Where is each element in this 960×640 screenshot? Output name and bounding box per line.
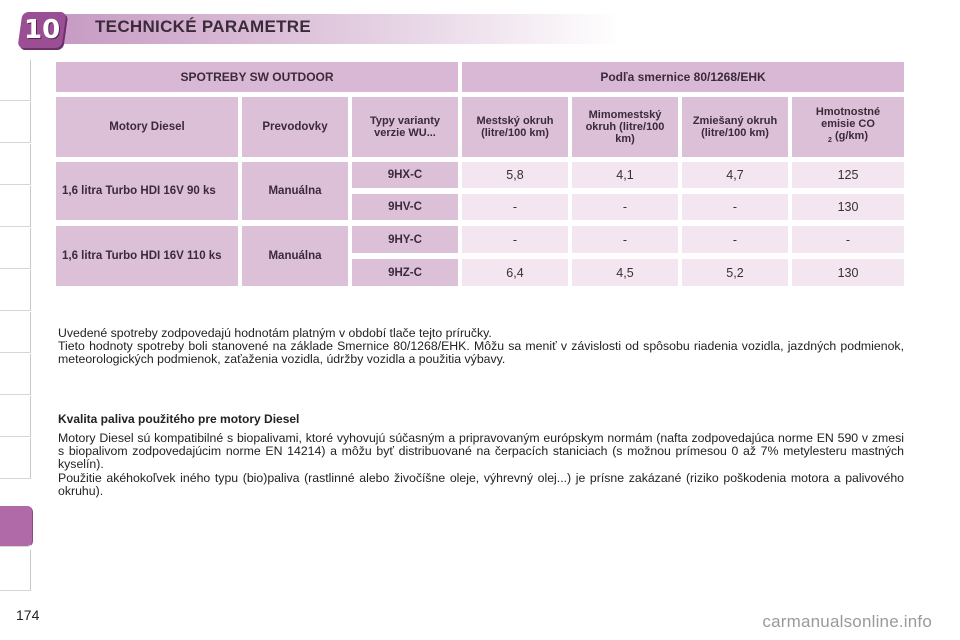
extra-urban-value: - bbox=[572, 194, 678, 220]
table-section-header: SPOTREBY SW OUTDOOR bbox=[56, 62, 458, 92]
chapter-tab[interactable] bbox=[0, 438, 31, 479]
fuel-paragraph: Použitie akéhokoľvek iného typu (bio)paliva (rastlinné alebo živočíšne oleje, výhrevný olej...) je prísne zakázané (riziko poškodenia motora a palivového okruhu). bbox=[58, 470, 904, 498]
chapter-tab[interactable] bbox=[0, 396, 31, 437]
consumption-note bbox=[58, 327, 904, 367]
combined-value: 5,2 bbox=[682, 259, 788, 286]
co2-value: 130 bbox=[792, 194, 904, 220]
co2-header-unit bbox=[828, 130, 868, 147]
urban-value: - bbox=[462, 226, 568, 253]
note-line: Uvedené spotreby zodpovedajú hodnotám platným v období tlače tejto príručky. bbox=[58, 326, 492, 340]
urban-value: 5,8 bbox=[462, 162, 568, 188]
chapter-tab-strip bbox=[0, 60, 34, 580]
table-section-header: Podľa smernice 80/1268/EHK bbox=[462, 62, 904, 92]
combined-value: - bbox=[682, 194, 788, 220]
chapter-tab[interactable] bbox=[0, 186, 31, 227]
variant-cell: 9HY-C bbox=[352, 226, 458, 253]
column-header-gearbox: Prevodovky bbox=[242, 97, 348, 157]
chapter-number: 10 bbox=[23, 15, 61, 45]
co2-subscript: 2 bbox=[828, 137, 832, 145]
combined-value: 4,7 bbox=[682, 162, 788, 188]
fuel-quality-text bbox=[58, 432, 904, 498]
chapter-tab[interactable] bbox=[0, 60, 31, 101]
chapter-tab[interactable] bbox=[0, 102, 31, 143]
chapter-tab[interactable] bbox=[0, 550, 31, 591]
variant-cell: 9HZ-C bbox=[352, 259, 458, 286]
fuel-quality-heading: Kvalita paliva použitého pre motory Diesel bbox=[58, 412, 300, 426]
extra-urban-value: - bbox=[572, 226, 678, 253]
page-number: 174 bbox=[16, 607, 40, 623]
column-header-extra-urban: Mimomestský okruh (litre/100 km) bbox=[572, 97, 678, 157]
variant-cell: 9HV-C bbox=[352, 194, 458, 220]
note-paragraph: Tieto hodnoty spotreby boli stanovené na základe Smernice 80/1268/EHK. Môžu sa meniť v závislosti od spôsobu riadenia vozidla, jazdných podmienok, meteorologických podmienok, zaťaženia vozidla, údržby vozidla a použitia výbavy. bbox=[58, 339, 904, 367]
column-header-co2 bbox=[792, 97, 904, 157]
chapter-number-badge bbox=[17, 12, 66, 48]
chapter-tab[interactable] bbox=[0, 228, 31, 269]
gearbox-cell: Manuálna bbox=[242, 226, 348, 286]
urban-value: 6,4 bbox=[462, 259, 568, 286]
co2-value: 125 bbox=[792, 162, 904, 188]
gearbox-cell: Manuálna bbox=[242, 162, 348, 220]
chapter-tab[interactable] bbox=[0, 144, 31, 185]
motor-cell: 1,6 litra Turbo HDI 16V 110 ks bbox=[56, 226, 238, 286]
watermark: carmanualsonline.info bbox=[762, 612, 932, 631]
chapter-tab[interactable] bbox=[0, 354, 31, 395]
co2-value: - bbox=[792, 226, 904, 253]
combined-value: - bbox=[682, 226, 788, 253]
chapter-tab[interactable] bbox=[0, 270, 31, 311]
column-header-variant: Typy varianty verzie WU... bbox=[352, 97, 458, 157]
fuel-paragraph: Motory Diesel sú kompatibilné s biopalivami, ktoré vyhovujú súčasným a pripravovaným európskym normám (nafta zodpovedajúca norme EN 590 v zmesi s biopalivom zodpovedajúcim norme EN 14214) a môžu byť distribuované na čerpacích staniciach (s možnou prímesou 0 až 7% metylesteru mastných kyselín). bbox=[58, 431, 904, 472]
variant-cell: 9HX-C bbox=[352, 162, 458, 188]
co2-header-prefix: Hmotnostné emisie CO bbox=[815, 106, 881, 131]
column-header-combined: Zmiešaný okruh (litre/100 km) bbox=[682, 97, 788, 157]
extra-urban-value: 4,5 bbox=[572, 259, 678, 286]
page-title: TECHNICKÉ PARAMETRE bbox=[95, 17, 312, 36]
extra-urban-value: 4,1 bbox=[572, 162, 678, 188]
motor-cell: 1,6 litra Turbo HDI 16V 90 ks bbox=[56, 162, 238, 220]
chapter-tab[interactable] bbox=[0, 312, 31, 353]
co2-header-suffix: (g/km) bbox=[831, 130, 868, 143]
co2-value: 130 bbox=[792, 259, 904, 286]
column-header-urban: Mestský okruh (litre/100 km) bbox=[462, 97, 568, 157]
urban-value: - bbox=[462, 194, 568, 220]
column-header-motor: Motory Diesel bbox=[56, 97, 238, 157]
chapter-tab-active[interactable] bbox=[0, 506, 33, 547]
